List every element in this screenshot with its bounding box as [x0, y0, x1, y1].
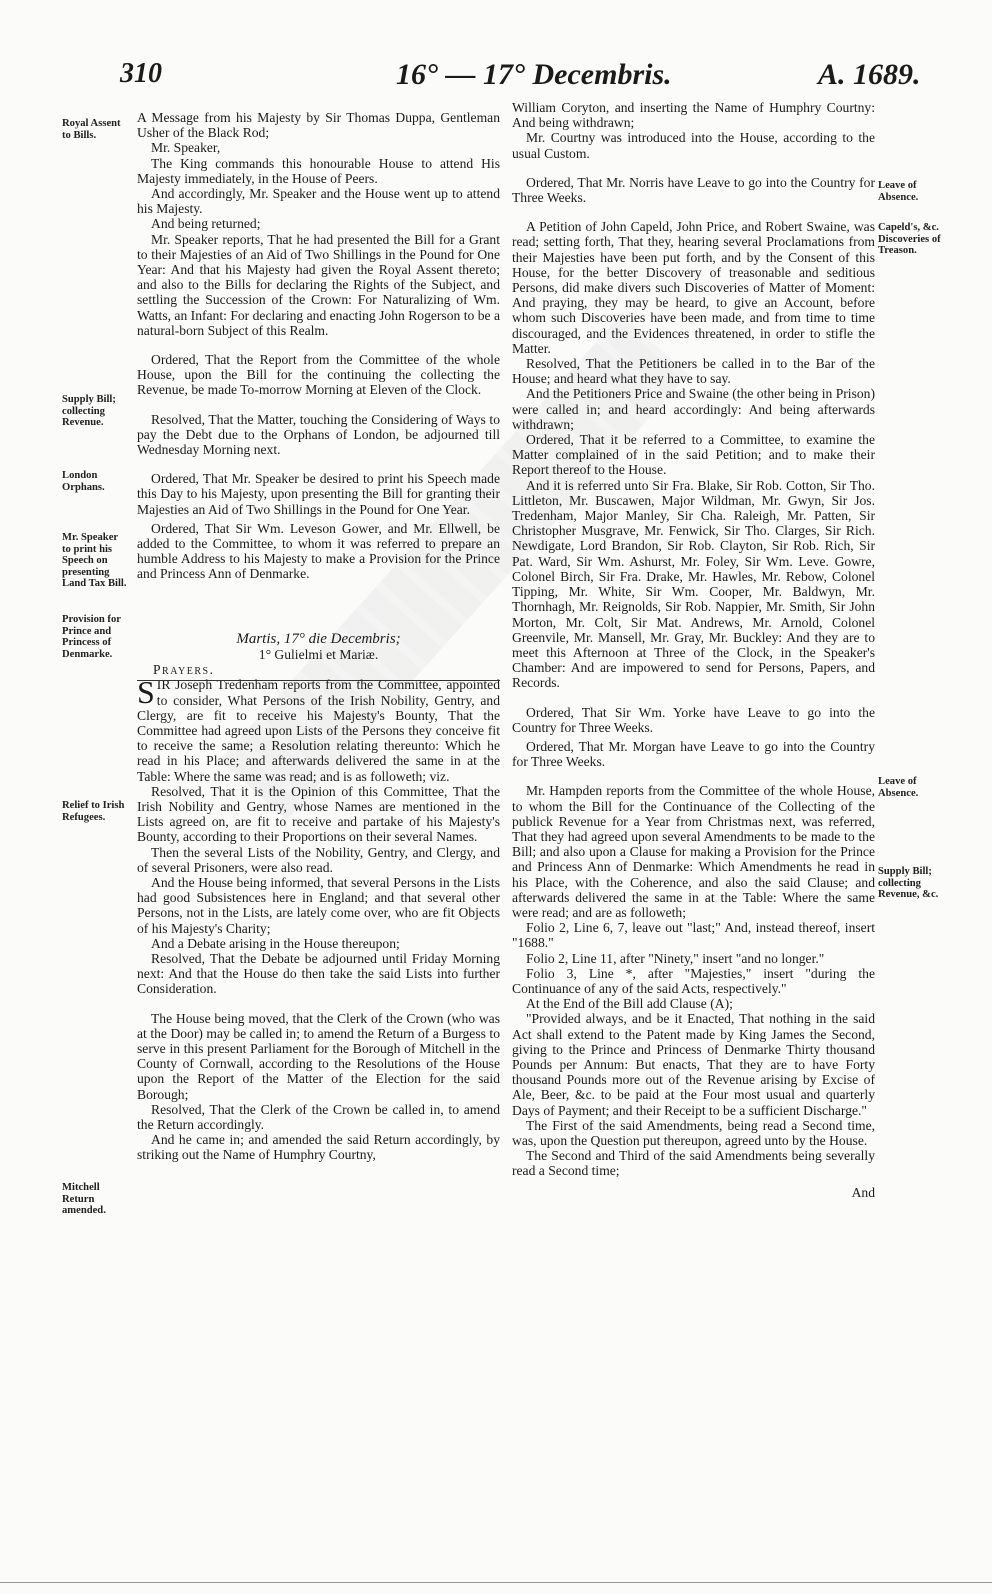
page-year-header: A. 1689.	[818, 58, 921, 91]
paragraph: Resolved, That the Petitioners be called in to the Bar of the House; and heard what they have to say.	[512, 356, 875, 387]
page-bottom-edge	[0, 1582, 992, 1583]
paragraph: Mr. Speaker,	[151, 140, 221, 156]
paragraph: Ordered, That Sir Wm. Yorke have Leave to go into the Country for Three Weeks.	[512, 704, 875, 735]
margin-note-london-orphans: London Orphans.	[62, 470, 105, 493]
drop-cap: S	[137, 674, 155, 711]
paragraph: Resolved, That it is the Opinion of this Committee, That the Irish Nobility and Gentry, whose Names are mentioned in the Lists agreed on, are fit to receive and partake of his Majesty's Bounty, according to their Proportions on their several Names.	[137, 783, 500, 845]
paragraph: Ordered, That Sir Wm. Leveson Gower, and Mr. Ellwell, be added to the Committee, to whom it was referred to prepare an humble Address to his Majesty to make a Provision for the Prince and Princess Ann of Denmarke.	[137, 520, 500, 582]
paragraph: Resolved, That the Debate be adjourned until Friday Morning next: And that the House do then take the said Lists into further Consideration.	[137, 950, 500, 997]
paragraph: Mr. Courtny was introduced into the House, according to the usual Custom.	[512, 130, 875, 161]
paragraph: And he came in; and amended the said Return accordingly, by striking out the Name of Humphry Courtny,	[137, 1132, 500, 1163]
paragraph: Ordered, That Mr. Morgan have Leave to go into the Country for Three Weeks.	[512, 738, 875, 770]
paragraph: And the House being informed, that several Persons in the Lists had good Subsistences here in England; and that several other Persons, not in the Lists, are lately come over, who are fit Objects of his Majesty's Charity;	[137, 874, 500, 936]
page-date-header: 16° — 17° Decembris.	[396, 58, 672, 91]
paragraph: Ordered, That it be referred to a Committee, to examine the Matter complained of in the said Petition; and to make their Report thereof to the House.	[512, 432, 875, 478]
paragraph: Folio 2, Line 11, after "Ninety," insert "and no longer."	[526, 950, 825, 966]
section-divider	[137, 680, 500, 681]
right-column	[512, 100, 875, 1200]
paragraph: Resolved, That the Clerk of the Crown be called in, to amend the Return accordingly.	[137, 1101, 500, 1132]
margin-note-capeld-discoveries: Capeld's, &c. Discoveries of Treason.	[878, 222, 941, 257]
paragraph: Mr. Hampden reports from the Committee of the whole House, to whom the Bill for the Continuance of the Collecting of the publick Revenue for a Year from Christmas next, was referred, That they had agreed upon several Amendments to be made to the Bill; and also upon a Clause for making a Provision for the Prince and Princess Ann of Denmarke: Which Amendments he read in his Place, with the Coherence, and also the said Clause; and afterwards delivered the same in at the Table: Where the same were read; and are as followeth;	[512, 783, 875, 920]
paragraph: And accordingly, Mr. Speaker and the House went up to attend his Majesty.	[137, 186, 500, 217]
paragraph: Mr. Speaker reports, That he had presented the Bill for a Grant to their Majesties of an Aid of Two Shillings in the Pound for One Year: And that his Majesty had given the Royal Assent thereto; and also to the Bills for declaring the Rights of the Subject, and settling the Succession of the Crown: For Naturalizing of Wm. Watts, an Infant: For declaring and enacting John Rogerson to be a natural-born Subject of this Realm.	[137, 231, 500, 338]
paragraph: Folio 2, Line 6, 7, leave out "last;" And, instead thereof, insert "1688."	[512, 920, 875, 951]
margin-note-relief-irish: Relief to Irish Refugees.	[62, 800, 125, 823]
paragraph: And being returned;	[151, 216, 261, 232]
paragraph: At the End of the Bill add Clause (A);	[526, 996, 733, 1012]
paragraph: Ordered, That Mr. Norris have Leave to go into the Country for Three Weeks.	[512, 174, 875, 206]
paragraph: Resolved, That the Matter, touching the Considering of Ways to pay the Debt due to the Orphans of London, be adjourned till Wednesday Morning next.	[137, 411, 500, 458]
paragraph: Folio 3, Line *, after "Majesties," insert "during the Continuance of any of the said Acts, respectively."	[512, 965, 875, 996]
paragraph: The Second and Third of the said Amendments being severally read a Second time;	[512, 1148, 875, 1179]
paragraph: William Coryton, and inserting the Name of Humphry Courtny: And being withdrawn;	[512, 100, 875, 131]
paragraph: A Message from his Majesty by Sir Thomas Duppa, Gentleman Usher of the Black Rod;	[137, 110, 500, 141]
margin-note-royal-assent: Royal Assent to Bills.	[62, 118, 121, 141]
paragraph: And the Petitioners Price and Swaine (the other being in Prison) were called in; and heard accordingly: And being afterwards withdrawn;	[512, 386, 875, 432]
margin-note-leave-absence-2: Leave of Absence.	[878, 776, 919, 799]
paragraph: And a Debate arising in the House thereupon;	[151, 935, 400, 951]
margin-note-speaker-print: Mr. Speaker to print his Speech on presenting Land Tax Bill.	[62, 532, 127, 590]
catchword: And	[851, 1184, 875, 1200]
paragraph: A Petition of John Capeld, John Price, and Robert Swaine, was read; setting forth, That they, hearing several Proclamations from their Majesties have been put forth, and by the Consent of this House, for the better Discovery of treasonable and seditious Persons, did make divers such Discoveries of Matter of Moment: And praying, they may be heard, to give an Account, before whom such Discoveries have been made, and from time to time discouraged, and the Evidences threatened, in order to stifle the Matter.	[512, 219, 875, 356]
paragraph: The King commands this honourable House to attend His Majesty immediately, in the House of Peers.	[137, 155, 500, 186]
paragraph: "Provided always, and be it Enacted, That nothing in the said Act shall extend to the Patent made by King James the Second, giving to the Prince and Princess of Denmarke Thirty thousand Pounds per Annum: But enacts, That they are to have Forty thousand Pounds more out of the Revenue arising by Excise of Ale, Beer, &c. to be paid at the Four most usual and quarterly Days of Payment; and their Receipt to be a sufficient Discharge."	[512, 1011, 875, 1118]
margin-note-supply-bill-2: Supply Bill; collecting Revenue, &c.	[878, 866, 939, 901]
paragraph: Then the several Lists of the Nobility, Gentry, and Clergy, and of several Prisoners, were also read.	[137, 844, 500, 875]
margin-note-mitchell: Mitchell Return amended.	[62, 1182, 106, 1217]
paragraph	[137, 674, 500, 784]
left-column	[137, 100, 500, 1163]
paragraph: Ordered, That Mr. Speaker be desired to print his Speech made this Day to his Majesty, upon presenting the Bill for granting their Majesties an Aid of Two Shillings in the Pound for One Year.	[137, 471, 500, 517]
paragraph: And it is referred unto Sir Fra. Blake, Sir Rob. Cotton, Sir Tho. Littleton, Mr. Buscawen, Major Wildman, Mr. Gwyn, Sir Jos. Tredenham, Major Manley, Sir Cha. Raleigh, Mr. Patten, Sir Christopher Musgrave, Mr. Fenwick, Sir Tho. Clarges, Sir Rich. Newdigate, Lord Brandon, Sir Rob. Clayton, Sir Rob. Rich, Sir Pat. Ward, Sir Wm. Ashurst, Mr. Foley, Sir Wm. Leve. Gowre, Colonel Birch, Sir Fra. Drake, Mr. Hawles, Mr. Rebow, Colonel Tipping, Mr. White, Sir Wm. Cooper, Mr. Baldwyn, Mr. Thornhagh, Mr. Reignolds, Sir Rob. Nappier, Mr. Smith, Sir John Morton, Mr. Colt, Sir Mat. Andrews, Mr. Arnold, Colonel Greenvile, Mr. Mansell, Mr. Gray, Mr. Buckley: And they are to meet this Afternoon at Three of the Clock, in the Speaker's Chamber: And are impowered to send for Persons, Papers, and Records.	[512, 477, 875, 691]
paragraph: The First of the said Amendments, being read a Second time, was, upon the Question put thereupon, agreed unto by the House.	[512, 1117, 875, 1148]
section-title: Martis, 17° die Decembris;	[236, 630, 401, 647]
paragraph-text: IR Joseph Tredenham reports from the Committee, appointed to consider, What Persons of the Irish Nobility, Gentry, and Clergy, are fit to receive his Majesty's Bounty, That the Committee had agreed upon Lists of the Persons they conceive fit to receive the same; a Resolution relating thereunto: Which he read in his Place; and afterwards delivered the same in at the Table: Where the same was read; and is as followeth; viz.	[137, 677, 500, 784]
paragraph: The House being moved, that the Clerk of the Crown (who was at the Door) may be called in; to amend the Return of a Burgess to serve in this present Parliament for the Borough of Mitchell in the County of Cornwall, according to the Resolutions of the House upon the Report of the Matter of the Election for the said Borough;	[137, 1010, 500, 1102]
margin-note-provision-denmark: Provision for Prince and Princess of Denmarke.	[62, 614, 121, 660]
section-subtitle: 1° Gulielmi et Mariæ.	[258, 646, 379, 662]
page-number: 310	[120, 58, 162, 89]
margin-note-supply-bill: Supply Bill; collecting Revenue.	[62, 394, 116, 429]
margin-note-leave-absence-1: Leave of Absence.	[878, 180, 919, 203]
prayers-heading: Prayers.	[153, 662, 215, 678]
paragraph: Ordered, That the Report from the Committee of the whole House, upon the Bill for the continuing the collecting the Revenue, be made To-morrow Morning at Eleven of the Clock.	[137, 352, 500, 398]
